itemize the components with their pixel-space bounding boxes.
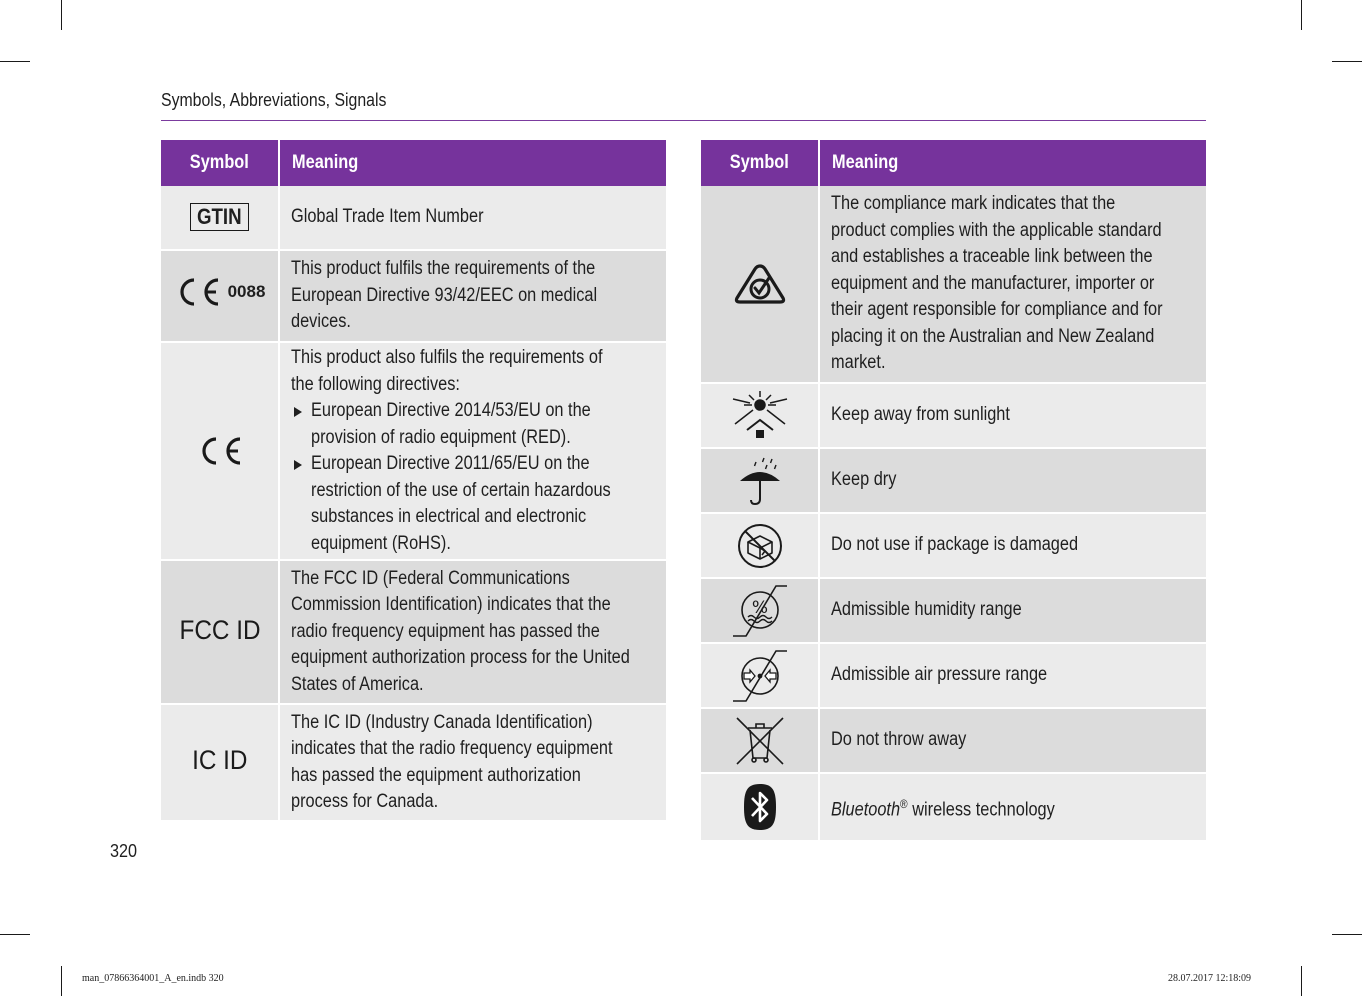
bluetooth-icon xyxy=(743,783,777,831)
slug-datetime: 28.07.2017 12:18:09 xyxy=(1168,973,1252,984)
meaning-cell: Admissible humidity range xyxy=(819,578,1206,643)
table-row xyxy=(701,578,1206,643)
symbol-cell xyxy=(701,643,819,708)
do-not-throw-away-icon xyxy=(733,714,787,768)
meaning-cell: The IC ID (Industry Canada Identification) indicates that the radio frequency equipment has passed the equipment authorization process for Canada. xyxy=(279,704,666,821)
meaning-cell: The compliance mark indicates that the product complies with the applicable standard and establishes a traceable link between the equipment and the manufacturer, importer or their agent responsible for compliance and for placing it on the Australian and New Zealand market. xyxy=(819,186,1206,383)
symbol-cell xyxy=(701,773,819,841)
keep-away-from-sunlight-icon xyxy=(731,390,789,442)
title-rule xyxy=(161,120,1206,121)
page-number: 320 xyxy=(110,841,138,861)
crop-mark xyxy=(1332,934,1362,935)
gtin-icon: GTIN xyxy=(190,203,249,231)
table-row xyxy=(701,773,1206,841)
symbol-cell xyxy=(161,186,279,250)
do-not-use-if-damaged-icon xyxy=(736,522,784,570)
directive-list xyxy=(291,398,655,557)
symbol-cell xyxy=(161,342,279,560)
crop-mark xyxy=(0,61,30,62)
section-title: Symbols, Abbreviations, Signals xyxy=(161,90,387,110)
svg-text:%: % xyxy=(751,597,768,618)
table-row xyxy=(701,383,1206,448)
symbols-table-right xyxy=(701,140,1206,842)
meaning-cell: Do not throw away xyxy=(819,708,1206,773)
symbol-cell xyxy=(701,708,819,773)
crop-mark xyxy=(1301,966,1302,996)
rcm-compliance-mark-icon xyxy=(732,262,788,306)
meaning-cell: Do not use if package is damaged xyxy=(819,513,1206,578)
column-header-meaning: Meaning xyxy=(819,140,1206,186)
meaning-cell: This product fulfils the requirements of the European Directive 93/42/EEC on medical devices. xyxy=(279,250,666,342)
symbol-cell xyxy=(701,186,819,383)
symbol-cell xyxy=(161,560,279,704)
table-row xyxy=(701,448,1206,513)
meaning-cell: Keep away from sunlight xyxy=(819,383,1206,448)
ce-mark-icon xyxy=(196,440,244,461)
table-row xyxy=(701,513,1206,578)
table-row xyxy=(161,186,666,250)
crop-mark xyxy=(61,0,62,30)
fcc-id-icon: FCC ID xyxy=(179,614,260,645)
symbol-cell xyxy=(161,704,279,821)
ce-0088-mark-icon: 0088 xyxy=(174,276,266,308)
table-row xyxy=(161,250,666,342)
symbol-cell xyxy=(701,578,819,643)
symbol-cell xyxy=(701,383,819,448)
humidity-range-icon xyxy=(731,583,789,639)
table-row xyxy=(701,643,1206,708)
meaning-cell: The FCC ID (Federal Communications Commission Identification) indicates that the radio frequency equipment has passed the equipment authorization process for the United States of America. xyxy=(279,560,666,704)
air-pressure-range-icon xyxy=(731,648,789,704)
column-header-meaning: Meaning xyxy=(279,140,666,186)
symbols-table-left xyxy=(161,140,666,822)
meaning-cell: Global Trade Item Number xyxy=(279,186,666,250)
meaning-cell: This product also fulfils the requirements of the following directives: European Directive 2014/53/EU on the provision of radio equipment (RED). European Directive 2011/65/EU on the restriction of the use of certain hazardous substances in electrical and electronic equipment (RoHS). xyxy=(279,342,666,560)
column-header-symbol: Symbol xyxy=(701,140,819,186)
symbol-cell xyxy=(161,250,279,342)
crop-mark xyxy=(1332,61,1362,62)
symbol-cell xyxy=(701,513,819,578)
keep-dry-icon xyxy=(736,455,784,507)
list-item: European Directive 2011/65/EU on the restriction of the use of certain hazardous substances in electrical and electronic equipment (RoHS). xyxy=(291,451,655,557)
crop-mark xyxy=(61,966,62,996)
slug-filename: man_07866364001_A_en.indb 320 xyxy=(82,973,224,984)
table-row xyxy=(701,708,1206,773)
crop-mark xyxy=(1301,0,1302,30)
symbol-cell xyxy=(701,448,819,513)
meaning-cell: Keep dry xyxy=(819,448,1206,513)
column-header-symbol: Symbol xyxy=(161,140,279,186)
table-row xyxy=(161,560,666,704)
table-row xyxy=(701,186,1206,383)
crop-mark xyxy=(0,934,30,935)
meaning-cell: Admissible air pressure range xyxy=(819,643,1206,708)
table-row xyxy=(161,342,666,560)
list-item: European Directive 2014/53/EU on the provision of radio equipment (RED). xyxy=(291,398,655,451)
ic-id-icon: IC ID xyxy=(191,745,248,776)
table-row xyxy=(161,704,666,821)
meaning-cell: Bluetooth® wireless technology xyxy=(819,773,1206,841)
